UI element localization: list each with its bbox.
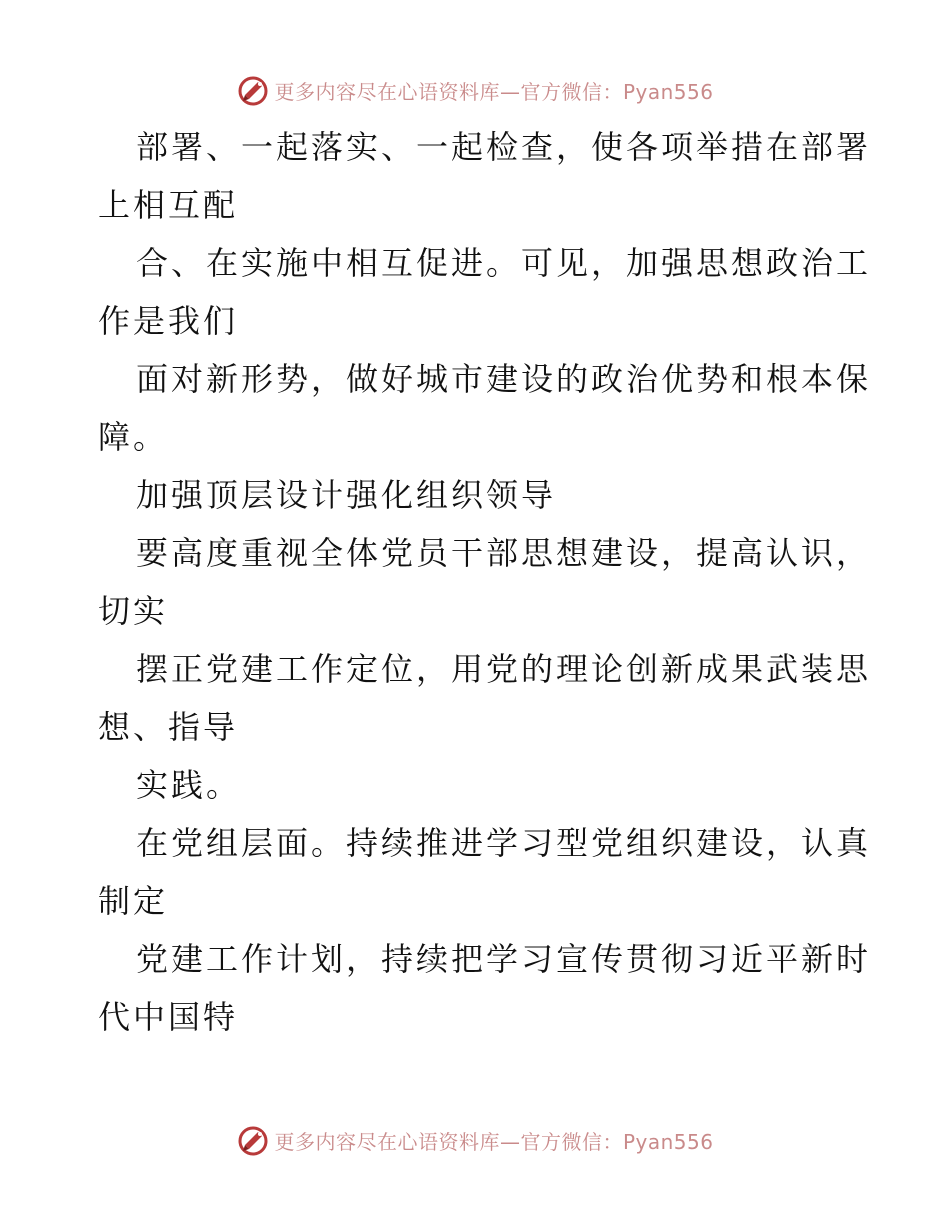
text-line: 党建工作计划，持续把学习宣传贯彻习近平新时: [136, 940, 872, 978]
document-body: [98, 118, 872, 1046]
text-line: 作是我们: [98, 302, 239, 340]
text-line: 制定: [98, 882, 169, 920]
text-line: 要高度重视全体党员干部思想建设，提高认识，: [136, 534, 872, 572]
text-line: 部署、一起落实、一起检查，使各项举措在部署: [136, 128, 872, 166]
pen-swirl-logo-icon: [236, 73, 270, 107]
footer-banner-text: 更多内容尽在心语资料库—官方微信：Pyan556: [274, 1129, 714, 1154]
text-line: 切实: [98, 592, 169, 630]
text-line: 实践。: [136, 766, 242, 804]
pen-swirl-logo-icon: [236, 1123, 270, 1157]
text-line: 摆正党建工作定位，用党的理论创新成果武装思: [136, 650, 872, 688]
text-line: 在党组层面。持续推进学习型党组织建设，认真: [136, 824, 872, 862]
text-line: 障。: [98, 418, 169, 456]
header-banner: [0, 70, 950, 110]
text-line: 合、在实施中相互促进。可见，加强思想政治工: [136, 244, 872, 282]
footer-banner: [0, 1120, 950, 1160]
text-line: 代中国特: [98, 998, 239, 1036]
text-line: 想、指导: [98, 708, 239, 746]
text-line: 面对新形势，做好城市建设的政治优势和根本保: [136, 360, 872, 398]
header-banner-text: 更多内容尽在心语资料库—官方微信：Pyan556: [274, 79, 714, 104]
text-line: 加强顶层设计强化组织领导: [136, 476, 557, 514]
text-line: 上相互配: [98, 186, 239, 224]
